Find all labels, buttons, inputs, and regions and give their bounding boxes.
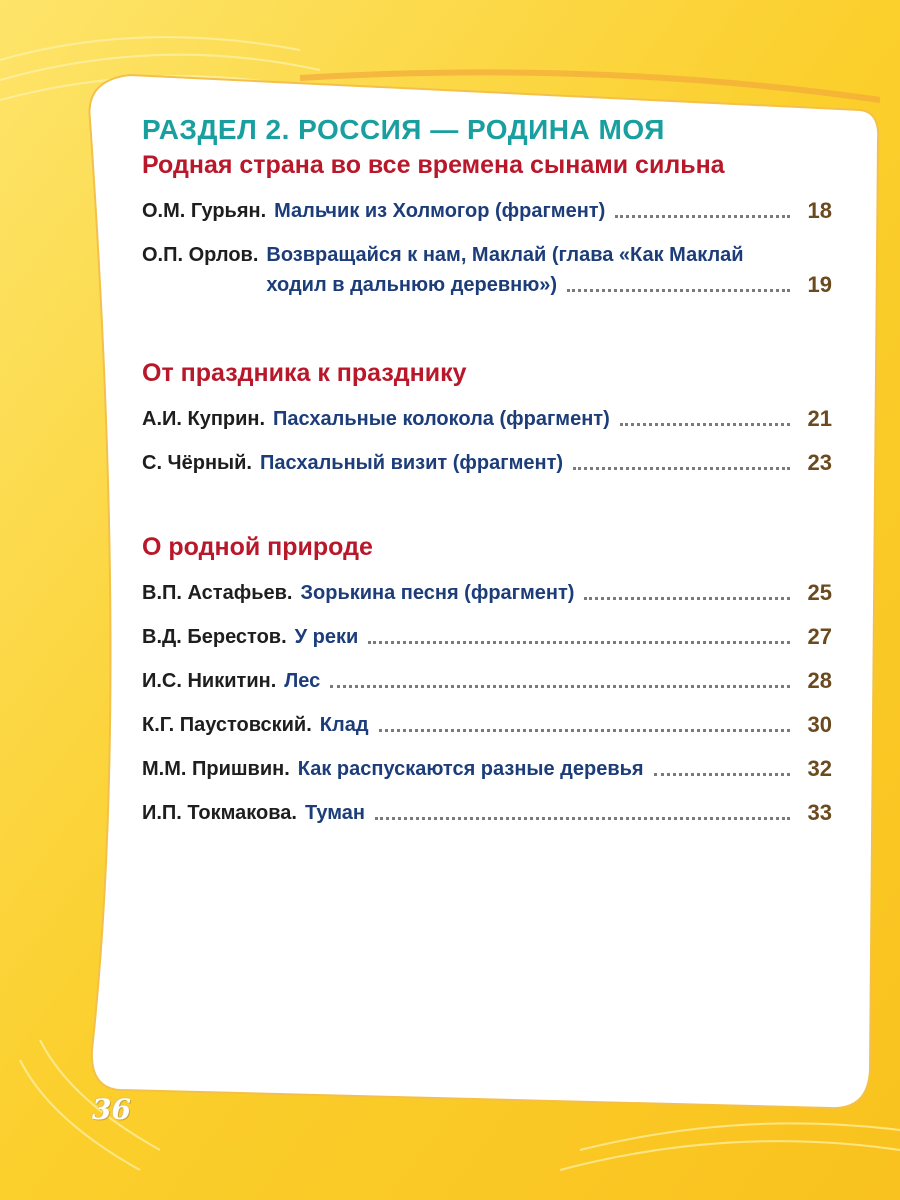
entry-author: О.П. Орлов.: [142, 244, 259, 266]
table-of-contents: [142, 112, 832, 828]
entry-page: 21: [807, 406, 832, 431]
entry-title: Пасхальный визит (фрагмент): [259, 452, 564, 474]
entry-author: В.Д. Берестов.: [142, 626, 287, 648]
leader-dots: [368, 641, 789, 644]
entry-title: Мальчик из Холмогор (фрагмент): [274, 200, 606, 222]
toc-entry[interactable]: [142, 666, 832, 696]
entry-author: О.М. Гурьян.: [142, 200, 267, 222]
leader-dots: [615, 215, 789, 218]
leader-dots: [584, 597, 789, 600]
entry-page: 19: [807, 272, 832, 297]
entry-title: Как распускаются разные деревья: [297, 758, 644, 780]
toc-entry[interactable]: [142, 754, 832, 784]
leader-dots: [654, 773, 790, 776]
toc-entry[interactable]: [142, 622, 832, 652]
entry-title-line-2: ходил в дальнюю деревню»): [266, 274, 558, 296]
entry-title-line-1: Возвращайся к нам, Маклай (глава «Как Маклай: [266, 244, 744, 266]
entry-title: Туман: [304, 802, 365, 824]
group-title: О родной природе: [142, 533, 373, 561]
entry-page: 28: [807, 668, 832, 693]
toc-entry[interactable]: [142, 196, 832, 226]
leader-dots: [379, 729, 790, 732]
toc-entry[interactable]: [142, 448, 832, 478]
toc-entry[interactable]: [142, 578, 832, 608]
page-number: 36: [92, 1093, 131, 1126]
toc-entry[interactable]: [142, 404, 832, 434]
toc-entry[interactable]: [142, 798, 832, 828]
entry-author: А.И. Куприн.: [142, 408, 266, 430]
leader-dots: [330, 685, 789, 688]
entry-page: 25: [807, 580, 832, 605]
entry-author: К.Г. Паустовский.: [142, 714, 312, 736]
entry-title: Зорькина песня (фрагмент): [300, 582, 575, 604]
entry-page: 23: [807, 450, 832, 475]
leader-dots: [567, 289, 789, 292]
entry-author: В.П. Астафьев.: [142, 582, 293, 604]
toc-entry[interactable]: [142, 240, 832, 300]
entry-page: 27: [807, 624, 832, 649]
leader-dots: [375, 817, 790, 820]
group-title: От праздника к празднику: [142, 359, 467, 387]
entry-page: 30: [807, 712, 832, 737]
entry-title: У реки: [294, 626, 359, 648]
leader-dots: [620, 423, 790, 426]
entry-page: 32: [807, 756, 832, 781]
entry-title: Клад: [319, 714, 369, 736]
entry-page: 18: [807, 198, 832, 223]
entry-author: С. Чёрный.: [142, 452, 252, 474]
entry-author: И.С. Никитин.: [142, 670, 277, 692]
entry-title: Лес: [284, 670, 321, 692]
entry-author: М.М. Пришвин.: [142, 758, 290, 780]
entry-title: Пасхальные колокола (фрагмент): [273, 408, 610, 430]
section-title: РАЗДЕЛ 2. РОССИЯ — РОДИНА МОЯ: [142, 114, 665, 145]
entry-author: И.П. Токмакова.: [142, 802, 297, 824]
leader-dots: [573, 467, 789, 470]
entry-page: 33: [807, 800, 832, 825]
group-title: Родная страна во все времена сынами сильна: [142, 151, 725, 179]
toc-entry[interactable]: [142, 710, 832, 740]
